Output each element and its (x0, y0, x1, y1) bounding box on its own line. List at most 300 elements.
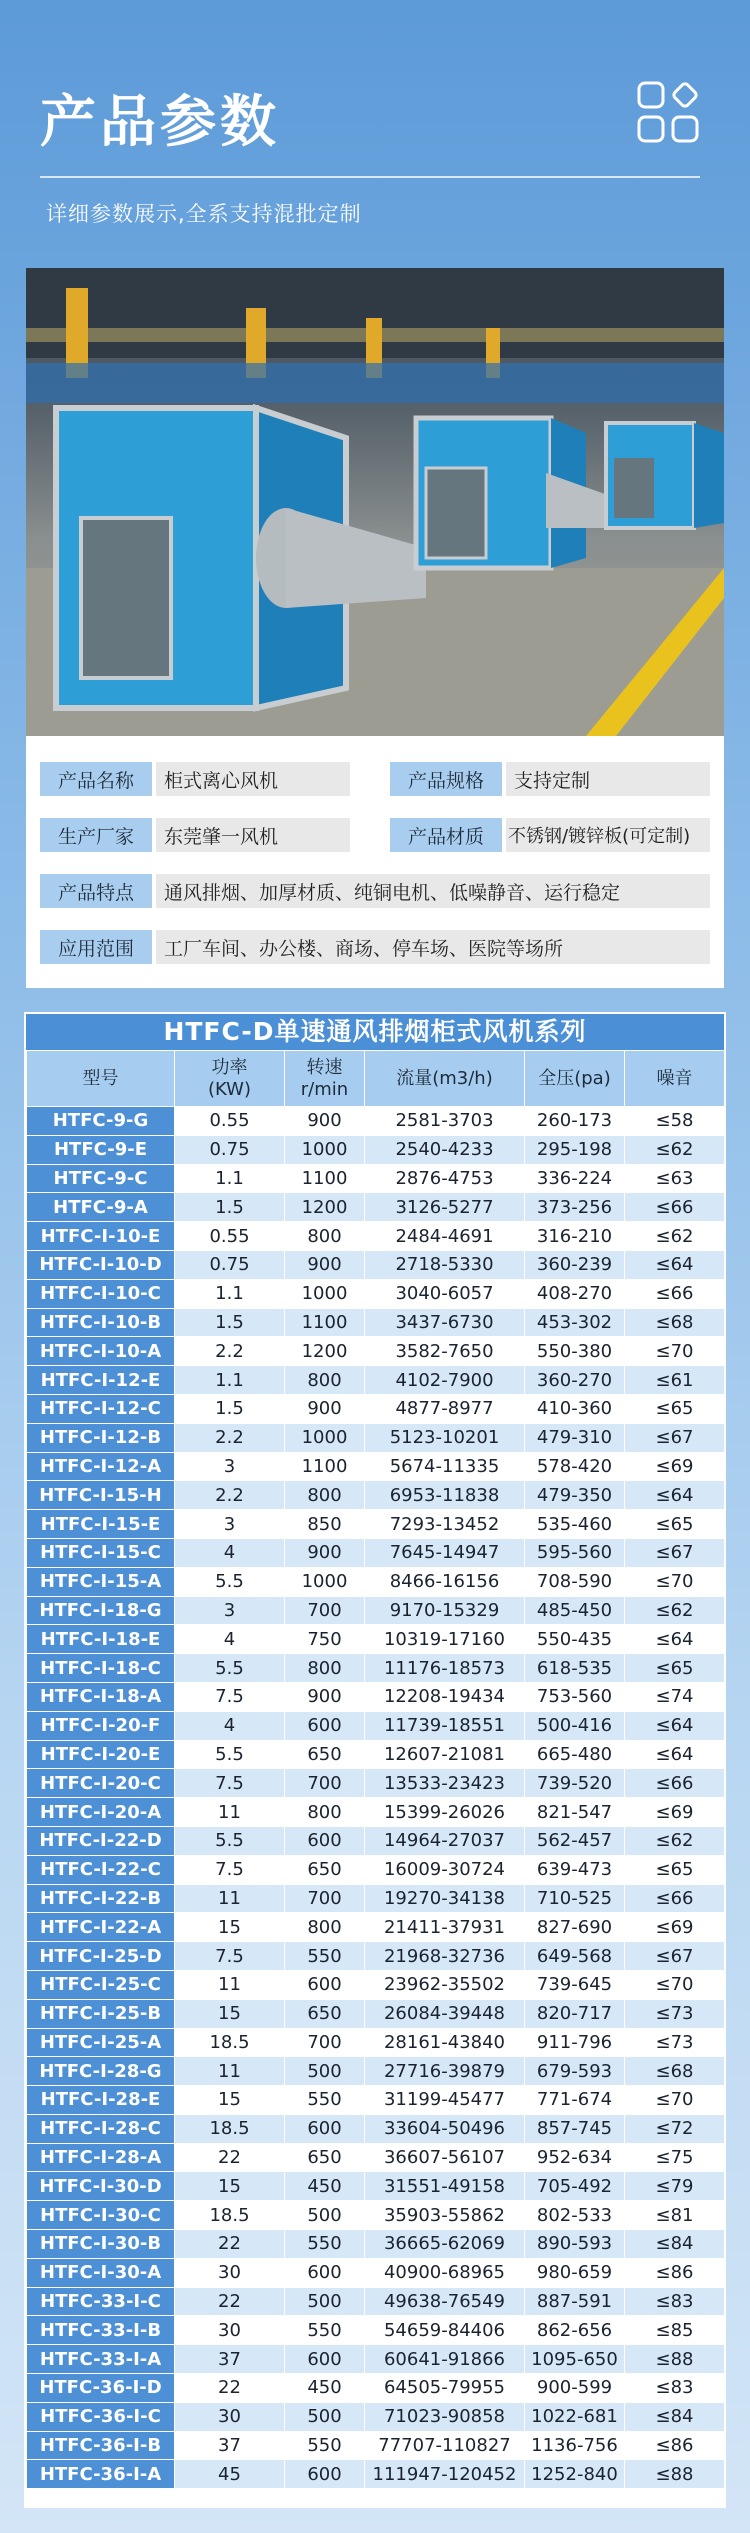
info-label: 产品规格 (390, 762, 502, 796)
cell-pressure: 952-634 (525, 2143, 625, 2172)
cell-model: HTFC-I-12-B (27, 1423, 175, 1452)
table-row (27, 1567, 725, 1596)
info-value: 柜式离心风机 (156, 762, 350, 796)
table-row (27, 1625, 725, 1654)
cell-noise: ≤68 (625, 1308, 725, 1337)
header-noise: 噪音 (625, 1051, 725, 1107)
cell-model: HTFC-I-18-E (27, 1625, 175, 1654)
cell-model: HTFC-I-12-C (27, 1394, 175, 1423)
cell-pressure: 336-224 (525, 1164, 625, 1193)
table-row (27, 2345, 725, 2374)
cell-noise: ≤84 (625, 2230, 725, 2259)
cell-speed: 850 (285, 1510, 365, 1539)
cell-speed: 750 (285, 1625, 365, 1654)
cell-pressure: 710-525 (525, 1884, 625, 1913)
table-row (27, 2431, 725, 2460)
table-row (27, 2028, 725, 2057)
header-airflow: 流量(m3/h) (365, 1051, 525, 1107)
table-row (27, 2086, 725, 2115)
cell-model: HTFC-I-10-C (27, 1279, 175, 1308)
grid-diamond-icon (636, 80, 700, 144)
cell-power: 22 (175, 2143, 285, 2172)
cell-power: 1.5 (175, 1308, 285, 1337)
cell-speed: 900 (285, 1538, 365, 1567)
cell-model: HTFC-I-10-D (27, 1250, 175, 1279)
cell-power: 5.5 (175, 1740, 285, 1769)
cell-noise: ≤69 (625, 1452, 725, 1481)
cell-power: 2.2 (175, 1481, 285, 1510)
cell-speed: 1000 (285, 1423, 365, 1452)
cell-model: HTFC-I-30-B (27, 2230, 175, 2259)
cell-model: HTFC-36-I-A (27, 2460, 175, 2489)
cell-airflow: 64505-79955 (365, 2374, 525, 2403)
cell-pressure: 802-533 (525, 2201, 625, 2230)
page-subtitle: 详细参数展示,全系支持混批定制 (46, 202, 362, 226)
table-row (27, 1366, 725, 1395)
cell-airflow: 6953-11838 (365, 1481, 525, 1510)
cell-pressure: 980-659 (525, 2258, 625, 2287)
cell-power: 22 (175, 2230, 285, 2259)
cell-noise: ≤70 (625, 1970, 725, 1999)
cell-pressure: 827-690 (525, 1913, 625, 1942)
cell-noise: ≤62 (625, 1596, 725, 1625)
cell-speed: 600 (285, 1711, 365, 1740)
cell-pressure: 708-590 (525, 1567, 625, 1596)
cell-model: HTFC-I-15-C (27, 1538, 175, 1567)
cell-airflow: 4877-8977 (365, 1394, 525, 1423)
cell-airflow: 2581-3703 (365, 1107, 525, 1136)
header-power: 功率 (KW) (175, 1051, 285, 1107)
page-title: 产品参数 (40, 90, 280, 155)
cell-power: 15 (175, 1999, 285, 2028)
cell-noise: ≤86 (625, 2258, 725, 2287)
cell-power: 22 (175, 2287, 285, 2316)
cell-power: 30 (175, 2402, 285, 2431)
cell-airflow: 35903-55862 (365, 2201, 525, 2230)
cell-pressure: 535-460 (525, 1510, 625, 1539)
cell-model: HTFC-9-C (27, 1164, 175, 1193)
cell-power: 1.5 (175, 1193, 285, 1222)
cell-power: 45 (175, 2460, 285, 2489)
table-row (27, 1826, 725, 1855)
cell-power: 11 (175, 1970, 285, 1999)
cell-power: 2.2 (175, 1337, 285, 1366)
cell-speed: 1000 (285, 1567, 365, 1596)
cell-airflow: 54659-84406 (365, 2316, 525, 2345)
info-value: 不锈钢/镀锌板(可定制) (506, 818, 710, 852)
table-row (27, 1510, 725, 1539)
cell-power: 30 (175, 2316, 285, 2345)
cell-power: 4 (175, 1711, 285, 1740)
cell-power: 0.75 (175, 1135, 285, 1164)
cell-speed: 500 (285, 2402, 365, 2431)
cell-noise: ≤66 (625, 1279, 725, 1308)
cell-noise: ≤65 (625, 1394, 725, 1423)
cell-pressure: 639-473 (525, 1855, 625, 1884)
table-row (27, 1279, 725, 1308)
cell-airflow: 9170-15329 (365, 1596, 525, 1625)
cell-airflow: 19270-34138 (365, 1884, 525, 1913)
cell-noise: ≤70 (625, 1337, 725, 1366)
cell-power: 0.75 (175, 1250, 285, 1279)
cell-speed: 600 (285, 2258, 365, 2287)
cell-airflow: 4102-7900 (365, 1366, 525, 1395)
cell-pressure: 1022-681 (525, 2402, 625, 2431)
cell-pressure: 900-599 (525, 2374, 625, 2403)
cell-noise: ≤69 (625, 1798, 725, 1827)
cell-power: 37 (175, 2345, 285, 2374)
cell-model: HTFC-I-15-A (27, 1567, 175, 1596)
cell-model: HTFC-I-25-C (27, 1970, 175, 1999)
cell-model: HTFC-I-30-D (27, 2172, 175, 2201)
cell-noise: ≤84 (625, 2402, 725, 2431)
cell-noise: ≤65 (625, 1855, 725, 1884)
cell-model: HTFC-I-22-B (27, 1884, 175, 1913)
table-row (27, 1740, 725, 1769)
table-row (27, 2114, 725, 2143)
cell-model: HTFC-I-25-D (27, 1942, 175, 1971)
cell-airflow: 36665-62069 (365, 2230, 525, 2259)
cell-noise: ≤62 (625, 1826, 725, 1855)
table-row (27, 2143, 725, 2172)
cell-airflow: 31199-45477 (365, 2086, 525, 2115)
cell-noise: ≤85 (625, 2316, 725, 2345)
table-row (27, 1855, 725, 1884)
cell-model: HTFC-I-28-C (27, 2114, 175, 2143)
header-divider (40, 176, 700, 178)
cell-model: HTFC-33-I-B (27, 2316, 175, 2345)
table-header-row (27, 1051, 725, 1107)
cell-airflow: 26084-39448 (365, 1999, 525, 2028)
cell-power: 3 (175, 1452, 285, 1481)
cell-power: 22 (175, 2374, 285, 2403)
cell-pressure: 295-198 (525, 1135, 625, 1164)
cell-power: 5.5 (175, 1654, 285, 1683)
table-row (27, 1107, 725, 1136)
cell-noise: ≤64 (625, 1625, 725, 1654)
cell-noise: ≤72 (625, 2114, 725, 2143)
table-row (27, 1538, 725, 1567)
cell-model: HTFC-I-12-E (27, 1366, 175, 1395)
product-info-panel (26, 736, 724, 988)
cell-noise: ≤66 (625, 1193, 725, 1222)
table-row (27, 2258, 725, 2287)
cell-speed: 800 (285, 1913, 365, 1942)
cell-power: 4 (175, 1538, 285, 1567)
table-row (27, 2172, 725, 2201)
cell-model: HTFC-36-I-C (27, 2402, 175, 2431)
cell-model: HTFC-I-20-E (27, 1740, 175, 1769)
info-label: 应用范围 (40, 930, 152, 964)
table-row (27, 1250, 725, 1279)
cell-airflow: 60641-91866 (365, 2345, 525, 2374)
cell-model: HTFC-I-20-A (27, 1798, 175, 1827)
info-label: 产品特点 (40, 874, 152, 908)
table-row (27, 1769, 725, 1798)
cell-speed: 450 (285, 2172, 365, 2201)
cell-pressure: 373-256 (525, 1193, 625, 1222)
cell-speed: 700 (285, 1596, 365, 1625)
cell-speed: 1000 (285, 1135, 365, 1164)
cell-noise: ≤73 (625, 1999, 725, 2028)
cell-model: HTFC-I-15-H (27, 1481, 175, 1510)
cell-pressure: 1095-650 (525, 2345, 625, 2374)
cell-noise: ≤64 (625, 1481, 725, 1510)
cell-power: 1.5 (175, 1394, 285, 1423)
cell-pressure: 595-560 (525, 1538, 625, 1567)
table-row (27, 1682, 725, 1711)
cell-power: 3 (175, 1510, 285, 1539)
cell-speed: 700 (285, 1884, 365, 1913)
info-features (40, 874, 710, 908)
info-applications (40, 930, 710, 964)
table-row (27, 1970, 725, 1999)
cell-noise: ≤74 (625, 1682, 725, 1711)
header-pressure: 全压(pa) (525, 1051, 625, 1107)
cell-speed: 550 (285, 1942, 365, 1971)
cell-power: 1.1 (175, 1366, 285, 1395)
cell-speed: 650 (285, 1740, 365, 1769)
cell-power: 1.1 (175, 1279, 285, 1308)
table-row (27, 1308, 725, 1337)
table-row (27, 1193, 725, 1222)
cell-pressure: 705-492 (525, 2172, 625, 2201)
cell-noise: ≤62 (625, 1135, 725, 1164)
cell-airflow: 14964-27037 (365, 1826, 525, 1855)
cell-power: 0.55 (175, 1222, 285, 1251)
cell-speed: 800 (285, 1654, 365, 1683)
cell-pressure: 479-310 (525, 1423, 625, 1452)
cell-speed: 1200 (285, 1193, 365, 1222)
table-row (27, 1452, 725, 1481)
cell-noise: ≤88 (625, 2460, 725, 2489)
cell-speed: 800 (285, 1222, 365, 1251)
cell-pressure: 410-360 (525, 1394, 625, 1423)
table-row (27, 1884, 725, 1913)
cell-speed: 550 (285, 2431, 365, 2460)
cell-speed: 600 (285, 2460, 365, 2489)
product-photo (26, 268, 724, 736)
info-label: 产品名称 (40, 762, 152, 796)
cell-airflow: 3126-5277 (365, 1193, 525, 1222)
cell-pressure: 550-380 (525, 1337, 625, 1366)
cell-noise: ≤64 (625, 1711, 725, 1740)
cell-speed: 800 (285, 1798, 365, 1827)
table-row (27, 1942, 725, 1971)
cell-model: HTFC-I-15-E (27, 1510, 175, 1539)
cell-power: 18.5 (175, 2201, 285, 2230)
cell-noise: ≤65 (625, 1510, 725, 1539)
table-row (27, 1394, 725, 1423)
cell-speed: 550 (285, 2230, 365, 2259)
cell-speed: 650 (285, 1999, 365, 2028)
table-row (27, 1222, 725, 1251)
cell-model: HTFC-I-22-D (27, 1826, 175, 1855)
info-value: 工厂车间、办公楼、商场、停车场、医院等场所 (156, 930, 710, 964)
cell-model: HTFC-9-A (27, 1193, 175, 1222)
table-row (27, 2287, 725, 2316)
cell-model: HTFC-I-18-C (27, 1654, 175, 1683)
cell-airflow: 5674-11335 (365, 1452, 525, 1481)
cell-power: 18.5 (175, 2028, 285, 2057)
cell-model: HTFC-I-12-A (27, 1452, 175, 1481)
table-row (27, 1337, 725, 1366)
cell-pressure: 1136-756 (525, 2431, 625, 2460)
cell-noise: ≤58 (625, 1107, 725, 1136)
table-row (27, 1654, 725, 1683)
cell-model: HTFC-36-I-D (27, 2374, 175, 2403)
info-value: 支持定制 (506, 762, 710, 796)
cell-pressure: 578-420 (525, 1452, 625, 1481)
cell-power: 7.5 (175, 1855, 285, 1884)
cell-noise: ≤63 (625, 1164, 725, 1193)
cell-speed: 650 (285, 1855, 365, 1884)
cell-airflow: 5123-10201 (365, 1423, 525, 1452)
cell-power: 30 (175, 2258, 285, 2287)
cell-airflow: 31551-49158 (365, 2172, 525, 2201)
cell-speed: 800 (285, 1481, 365, 1510)
cell-model: HTFC-I-28-E (27, 2086, 175, 2115)
cell-power: 15 (175, 2172, 285, 2201)
info-material (390, 818, 710, 852)
cell-noise: ≤65 (625, 1654, 725, 1683)
cell-pressure: 618-535 (525, 1654, 625, 1683)
cell-airflow: 11739-18551 (365, 1711, 525, 1740)
cell-power: 3 (175, 1596, 285, 1625)
table-row (27, 1481, 725, 1510)
cell-pressure: 360-270 (525, 1366, 625, 1395)
cell-airflow: 21411-37931 (365, 1913, 525, 1942)
cell-airflow: 2876-4753 (365, 1164, 525, 1193)
fan-cabinet-photo (26, 268, 724, 736)
cell-pressure: 550-435 (525, 1625, 625, 1654)
cell-pressure: 316-210 (525, 1222, 625, 1251)
cell-noise: ≤81 (625, 2201, 725, 2230)
cell-airflow: 111947-120452 (365, 2460, 525, 2489)
info-value: 东莞肇一风机 (156, 818, 350, 852)
cell-speed: 700 (285, 2028, 365, 2057)
spec-table-panel (24, 1012, 726, 2508)
cell-noise: ≤64 (625, 1250, 725, 1279)
cell-speed: 500 (285, 2057, 365, 2086)
info-product-spec (390, 762, 710, 796)
cell-noise: ≤64 (625, 1740, 725, 1769)
cell-model: HTFC-I-30-C (27, 2201, 175, 2230)
cell-model: HTFC-9-E (27, 1135, 175, 1164)
cell-pressure: 862-656 (525, 2316, 625, 2345)
cell-noise: ≤61 (625, 1366, 725, 1395)
cell-model: HTFC-I-10-B (27, 1308, 175, 1337)
cell-speed: 900 (285, 1394, 365, 1423)
info-value: 通风排烟、加厚材质、纯铜电机、低噪静音、运行稳定 (156, 874, 710, 908)
cell-pressure: 479-350 (525, 1481, 625, 1510)
cell-airflow: 2484-4691 (365, 1222, 525, 1251)
cell-noise: ≤79 (625, 2172, 725, 2201)
cell-pressure: 500-416 (525, 1711, 625, 1740)
cell-power: 4 (175, 1625, 285, 1654)
table-title: HTFC-D单速通风排烟柜式风机系列 (26, 1014, 724, 1050)
cell-airflow: 3437-6730 (365, 1308, 525, 1337)
cell-power: 2.2 (175, 1423, 285, 1452)
cell-airflow: 2540-4233 (365, 1135, 525, 1164)
cell-airflow: 49638-76549 (365, 2287, 525, 2316)
cell-pressure: 485-450 (525, 1596, 625, 1625)
cell-airflow: 8466-16156 (365, 1567, 525, 1596)
cell-power: 37 (175, 2431, 285, 2460)
cell-airflow: 27716-39879 (365, 2057, 525, 2086)
cell-speed: 600 (285, 1826, 365, 1855)
cell-speed: 700 (285, 1769, 365, 1798)
cell-model: HTFC-I-25-B (27, 1999, 175, 2028)
cell-pressure: 1252-840 (525, 2460, 625, 2489)
cell-noise: ≤66 (625, 1884, 725, 1913)
cell-speed: 600 (285, 1970, 365, 1999)
table-row (27, 1711, 725, 1740)
cell-model: HTFC-I-28-A (27, 2143, 175, 2172)
cell-pressure: 360-239 (525, 1250, 625, 1279)
cell-model: HTFC-I-18-A (27, 1682, 175, 1711)
cell-speed: 500 (285, 2201, 365, 2230)
table-row (27, 2402, 725, 2431)
cell-speed: 900 (285, 1107, 365, 1136)
info-label: 产品材质 (390, 818, 502, 852)
cell-model: HTFC-36-I-B (27, 2431, 175, 2460)
cell-noise: ≤73 (625, 2028, 725, 2057)
cell-power: 15 (175, 2086, 285, 2115)
cell-power: 7.5 (175, 1942, 285, 1971)
cell-speed: 900 (285, 1682, 365, 1711)
cell-power: 5.5 (175, 1826, 285, 1855)
cell-power: 11 (175, 2057, 285, 2086)
cell-model: HTFC-I-18-G (27, 1596, 175, 1625)
cell-power: 15 (175, 1913, 285, 1942)
cell-speed: 600 (285, 2114, 365, 2143)
cell-noise: ≤86 (625, 2431, 725, 2460)
cell-airflow: 12208-19434 (365, 1682, 525, 1711)
cell-model: HTFC-33-I-A (27, 2345, 175, 2374)
cell-speed: 1100 (285, 1164, 365, 1193)
table-row (27, 2057, 725, 2086)
table-row (27, 2374, 725, 2403)
cell-airflow: 33604-50496 (365, 2114, 525, 2143)
cell-noise: ≤67 (625, 1538, 725, 1567)
cell-model: HTFC-9-G (27, 1107, 175, 1136)
cell-airflow: 16009-30724 (365, 1855, 525, 1884)
cell-noise: ≤67 (625, 1423, 725, 1452)
cell-pressure: 821-547 (525, 1798, 625, 1827)
cell-model: HTFC-I-10-E (27, 1222, 175, 1251)
info-label: 生产厂家 (40, 818, 152, 852)
cell-noise: ≤83 (625, 2287, 725, 2316)
table-row (27, 1798, 725, 1827)
cell-power: 0.55 (175, 1107, 285, 1136)
cell-airflow: 2718-5330 (365, 1250, 525, 1279)
cell-noise: ≤83 (625, 2374, 725, 2403)
cell-model: HTFC-I-28-G (27, 2057, 175, 2086)
table-row (27, 1135, 725, 1164)
cell-model: HTFC-I-20-C (27, 1769, 175, 1798)
info-product-name (40, 762, 350, 796)
cell-pressure: 739-520 (525, 1769, 625, 1798)
cell-speed: 450 (285, 2374, 365, 2403)
cell-airflow: 13533-23423 (365, 1769, 525, 1798)
cell-speed: 1100 (285, 1452, 365, 1481)
cell-noise: ≤62 (625, 1222, 725, 1251)
table-row (27, 1164, 725, 1193)
cell-model: HTFC-I-10-A (27, 1337, 175, 1366)
cell-airflow: 3582-7650 (365, 1337, 525, 1366)
cell-speed: 650 (285, 2143, 365, 2172)
